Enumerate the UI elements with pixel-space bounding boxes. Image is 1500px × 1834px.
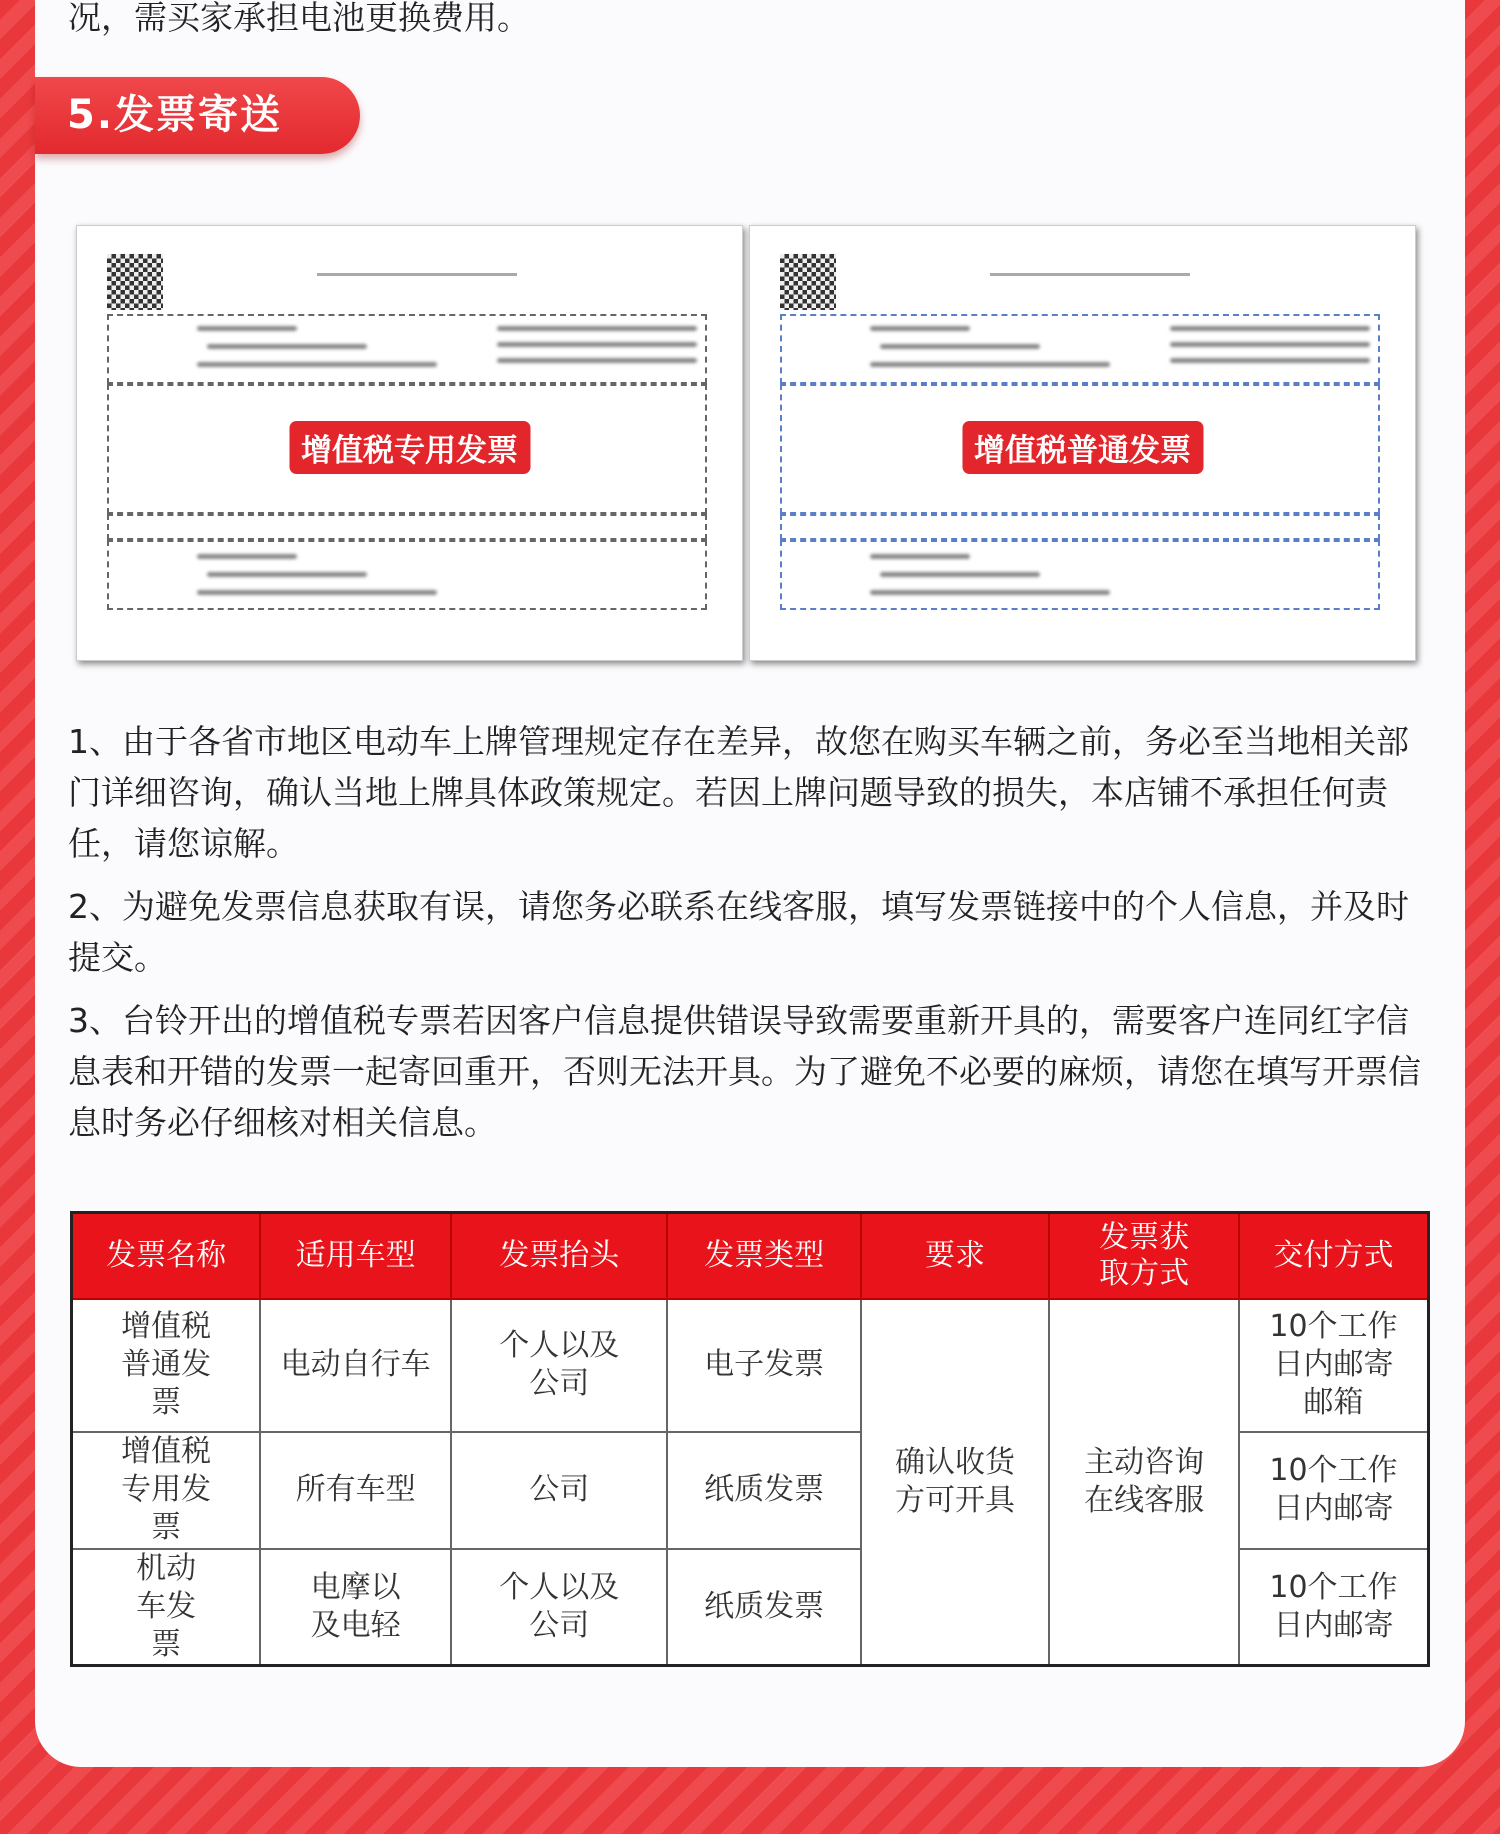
- cell: 个人以及公司: [451, 1549, 668, 1666]
- invoice-type-label: 增值税普通发票: [962, 421, 1203, 474]
- invoice-type-label: 增值税专用发票: [289, 421, 530, 474]
- cell: 电子发票: [667, 1299, 860, 1432]
- qr-code-icon: [107, 254, 163, 310]
- invoice-title-line: [317, 246, 517, 276]
- obtain-method-cell: 主动咨询在线客服: [1049, 1299, 1239, 1666]
- cell: 纸质发票: [667, 1549, 860, 1666]
- header-cell: 要求: [861, 1213, 1050, 1299]
- invoice-title-line: [990, 246, 1190, 276]
- vat-ordinary-invoice-image: [749, 225, 1416, 661]
- header-cell: 发票抬头: [451, 1213, 668, 1299]
- table-row: [72, 1299, 1429, 1432]
- cell: 10个工作日内邮寄: [1239, 1432, 1429, 1549]
- cell: 所有车型: [260, 1432, 451, 1549]
- cell: 电动自行车: [260, 1299, 451, 1432]
- cell: 10个工作日内邮寄邮箱: [1239, 1299, 1429, 1432]
- cell: 10个工作日内邮寄: [1239, 1549, 1429, 1666]
- section-heading: 5.发票寄送: [35, 77, 360, 154]
- cell: 纸质发票: [667, 1432, 860, 1549]
- header-cell: 适用车型: [260, 1213, 451, 1299]
- cell: 增值税专用发票: [72, 1432, 261, 1549]
- qr-code-icon: [780, 254, 836, 310]
- header-cell: 发票获取方式: [1049, 1213, 1239, 1299]
- table-header-row: [72, 1213, 1429, 1299]
- cell: 个人以及公司: [451, 1299, 668, 1432]
- notice-3: 3、台铃开出的增值税专票若因客户信息提供错误导致需要重新开具的，需要客户连同红字信息表和开错的发票一起寄回重开，否则无法开具。为了避免不必要的麻烦，请您在填写开票信息时务必仔细核对相关信息。: [68, 1001, 1421, 1142]
- notice-1: 1、由于各省市地区电动车上牌管理规定存在差异，故您在购买车辆之前，务必至当地相关部门详细咨询，确认当地上牌具体政策规定。若因上牌问题导致的损失，本店铺不承担任何责任，请您谅解。: [68, 722, 1409, 863]
- cell: 公司: [451, 1432, 668, 1549]
- requirement-cell: 确认收货方可开具: [861, 1299, 1050, 1666]
- header-cell: 发票名称: [72, 1213, 261, 1299]
- cell: 增值税普通发票: [72, 1299, 261, 1432]
- cell: 电摩以及电轻: [260, 1549, 451, 1666]
- cell: 机动车发票: [72, 1549, 261, 1666]
- notice-2: 2、为避免发票信息获取有误，请您务必联系在线客服，填写发票链接中的个人信息，并及时提交。: [68, 887, 1409, 977]
- notice-paragraphs: [68, 716, 1438, 1160]
- invoice-table: [70, 1211, 1430, 1667]
- header-cell: 交付方式: [1239, 1213, 1429, 1299]
- header-cell: 发票类型: [667, 1213, 860, 1299]
- previous-section-text: 况，需买家承担电池更换费用。: [68, 0, 530, 37]
- vat-special-invoice-image: [76, 225, 743, 661]
